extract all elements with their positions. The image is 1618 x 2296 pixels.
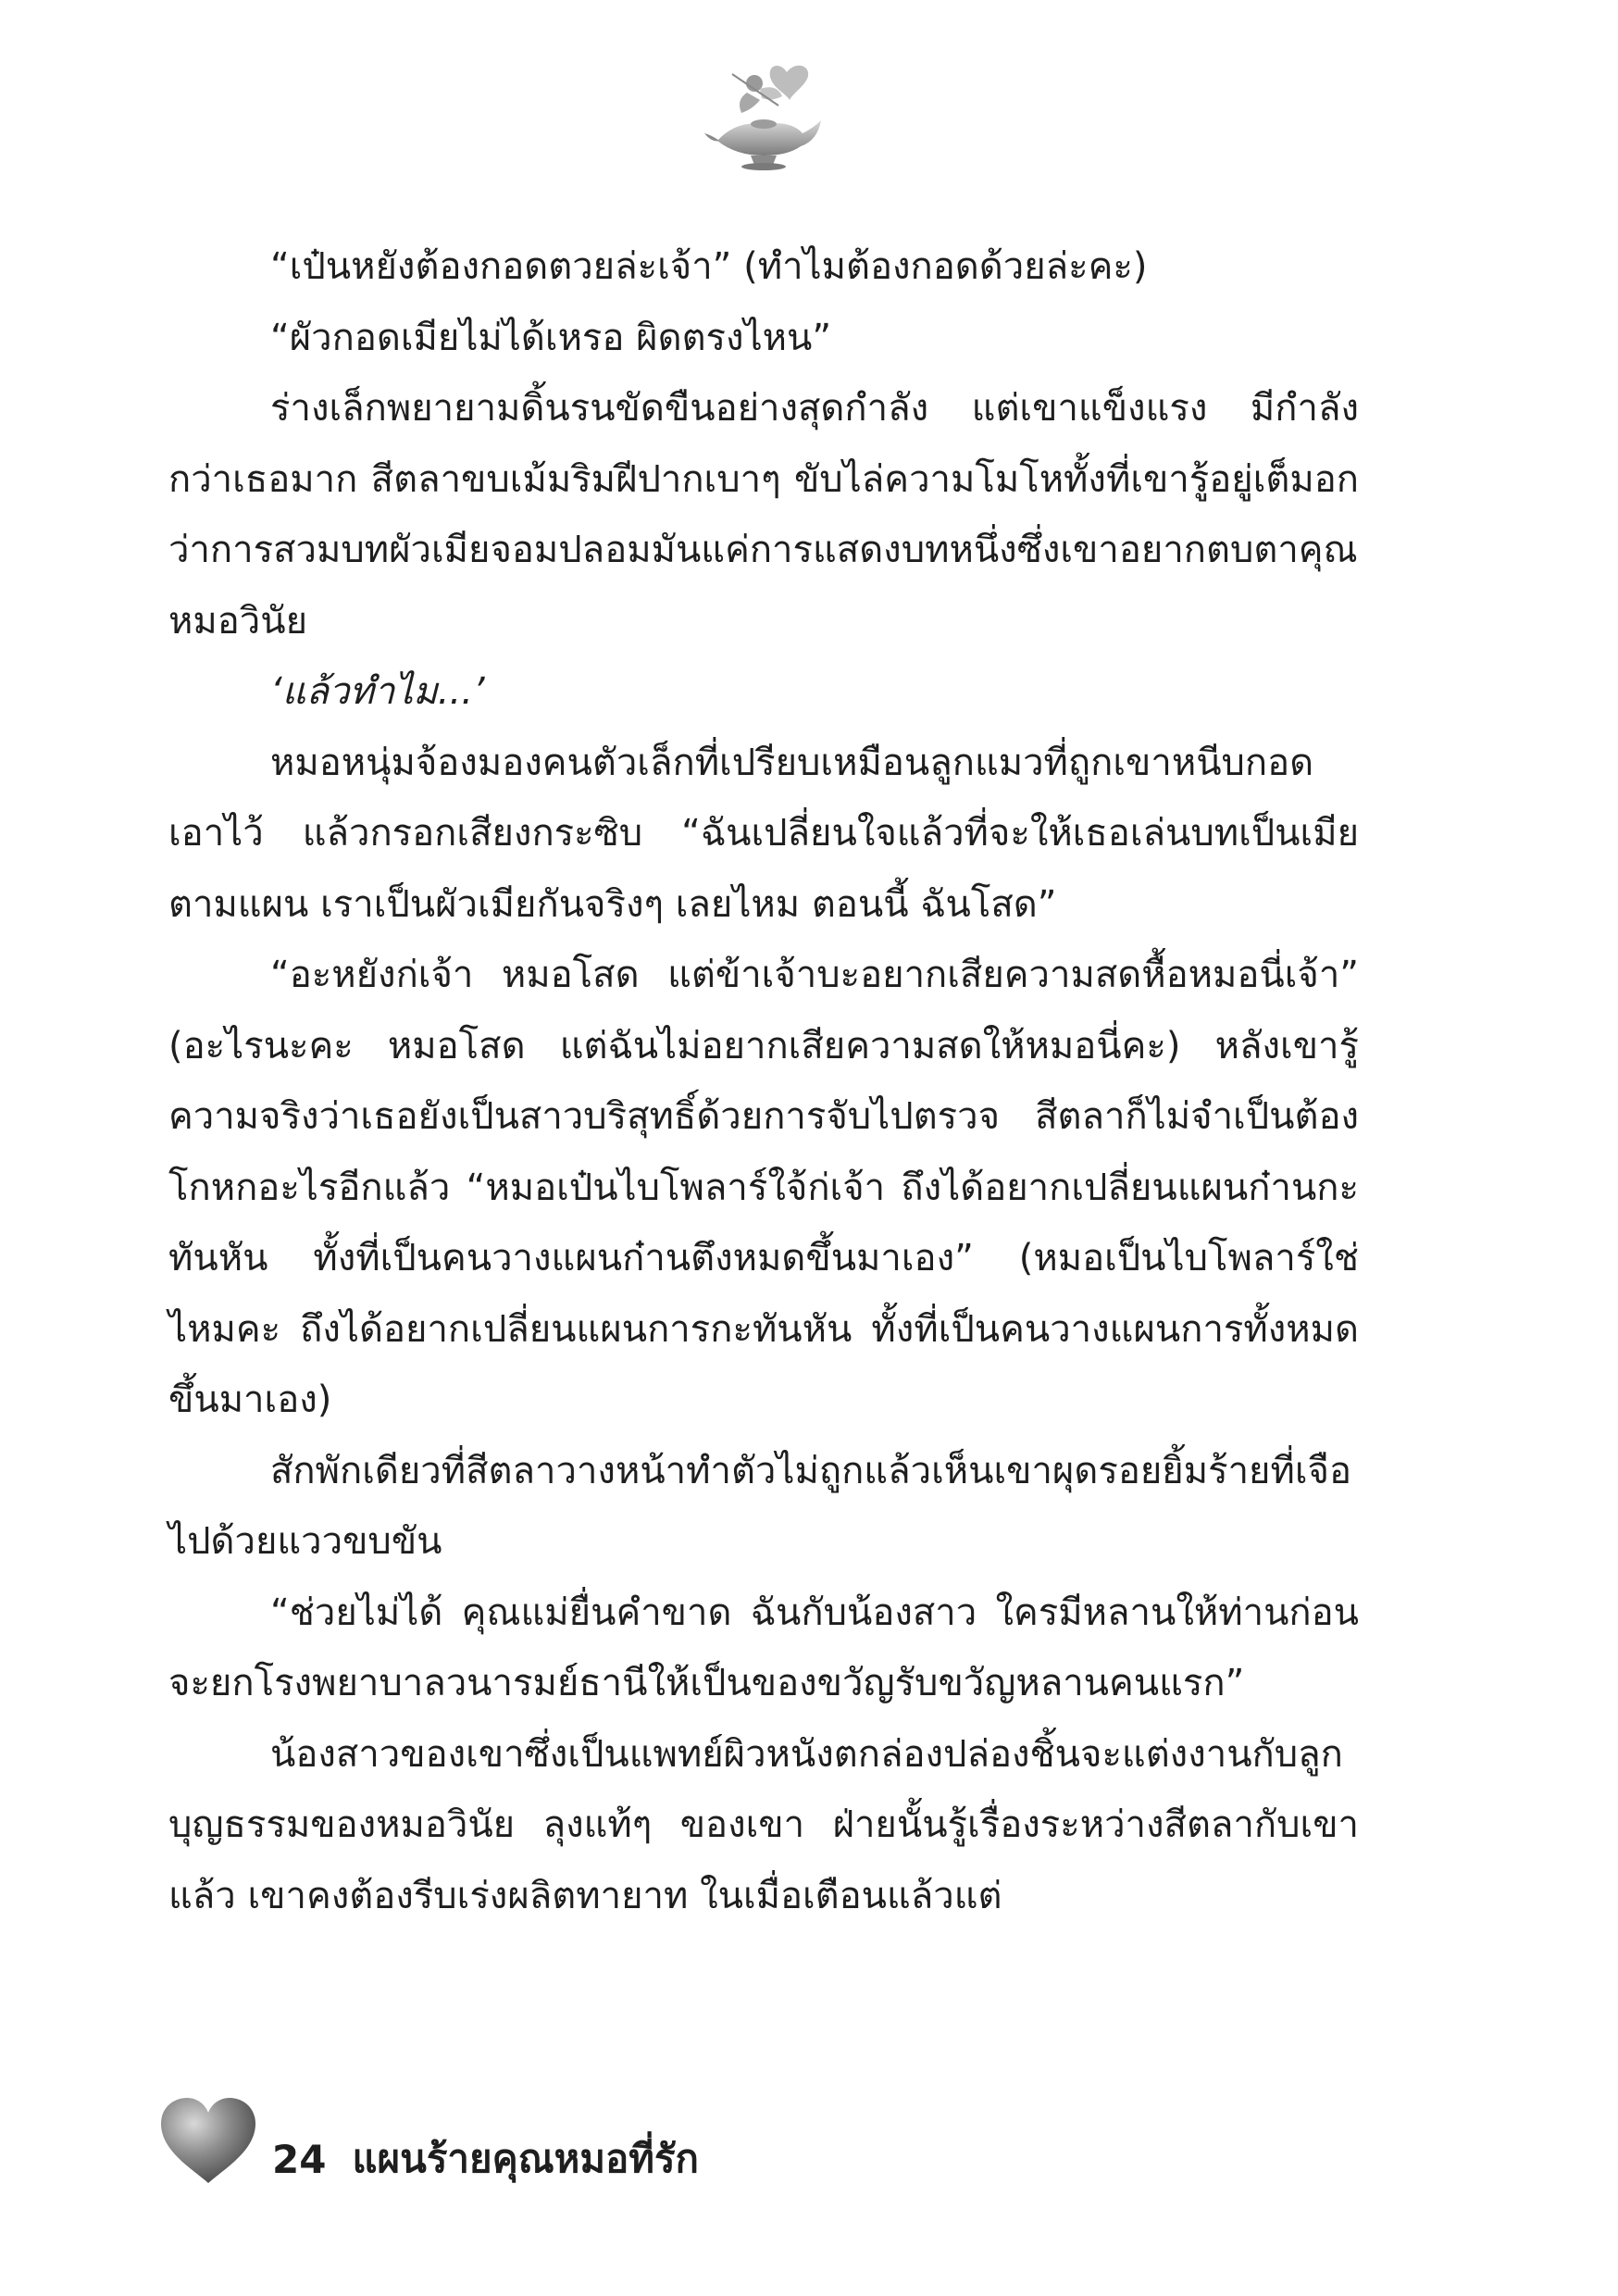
paragraph: “ผัวกอดเมียไม่ได้เหรอ ผิดตรงไหน”: [270, 316, 832, 359]
paragraph: น้องสาวของเขาซึ่งเป็นแพทย์ผิวหนังตกล่องปล่องชิ้นจะแต่งงานกับลูกบุญธรรมของหมอวินัย ลุงแท้ๆ ของเขา ฝ่ายนั้นรู้เรื่องระหว่างสีตลากับเขาแล้ว เขาคงต้องรีบเร่งผลิตทายาท ในเมื่อเตือนแล้วแต่: [168, 1732, 1359, 1917]
page-number: 24: [272, 2136, 327, 2182]
page-footer: [157, 2094, 699, 2187]
paragraph: “เป๋นหยังต้องกอดตวยล่ะเจ้า” (ทำไมต้องกอดด้วยล่ะคะ): [270, 245, 1148, 288]
paragraph: ‘แล้วทำไม...’: [270, 670, 485, 713]
body-text: [168, 231, 1359, 1931]
paragraph: สักพักเดียวที่สีตลาวางหน้าทำตัวไม่ถูกแล้วเห็นเขาผุดรอยยิ้มร้ายที่เจือไปด้วยแววขบขัน: [168, 1449, 1351, 1563]
book-title: แผนร้ายคุณหมอที่รัก: [352, 2136, 699, 2181]
paragraph: หมอหนุ่มจ้องมองคนตัวเล็กที่เปรียบเหมือนลูกแมวที่ถูกเขาหนีบกอดเอาไว้ แล้วกรอกเสียงกระซิบ “ฉันเปลี่ยนใจแล้วที่จะให้เธอเล่นบทเป็นเมียตามแผน เราเป็นผัวเมียกันจริงๆ เลยไหม ตอนนี้ ฉันโสด”: [168, 741, 1359, 926]
genie-lamp-with-cupid-icon: [699, 56, 828, 176]
paragraph: ร่างเล็กพยายามดิ้นรนขัดขืนอย่างสุดกำลัง แต่เขาแข็งแรง มีกำลังกว่าเธอมาก สีตลาขบเม้มริมฝีปากเบาๆ ขับไล่ความโมโหทั้งที่เขารู้อยู่เต็มอกว่าการสวมบทผัวเมียจอมปลอมมันแค่การแสดงบทหนึ่งซึ่งเขาอยากตบตาคุณหมอวินัย: [168, 387, 1359, 643]
paragraph: “ช่วยไม่ได้ คุณแม่ยื่นคำขาด ฉันกับน้องสาว ใครมีหลานให้ท่านก่อนจะยกโรงพยาบาลวนารมย์ธานีให้เป็นของขวัญรับขวัญหลานคนแรก”: [168, 1591, 1359, 1704]
paragraph: “อะหยังก่เจ้า หมอโสด แต่ข้าเจ้าบะอยากเสียความสดหื้อหมอนี่เจ้า” (อะไรนะคะ หมอโสด แต่ฉันไม่อยากเสียความสดให้หมอนี่คะ) หลังเขารู้ความจริงว่าเธอยังเป็นสาวบริสุทธิ์ด้วยการจับไปตรวจ สีตลาก็ไม่จำเป็นต้องโกหกอะไรอีกแล้ว “หมอเป๋นไบโพลาร์ใจ้ก่เจ้า ถึงได้อยากเปลี่ยนแผนก๋านกะทันหัน ทั้งที่เป็นคนวางแผนก๋านตึงหมดขึ้นมาเอง” (หมอเป็นไบโพลาร์ใช่ไหมคะ ถึงได้อยากเปลี่ยนแผนการกะทันหัน ทั้งที่เป็นคนวางแผนการทั้งหมดขึ้นมาเอง): [168, 954, 1359, 1421]
heart-icon: [157, 2094, 259, 2187]
